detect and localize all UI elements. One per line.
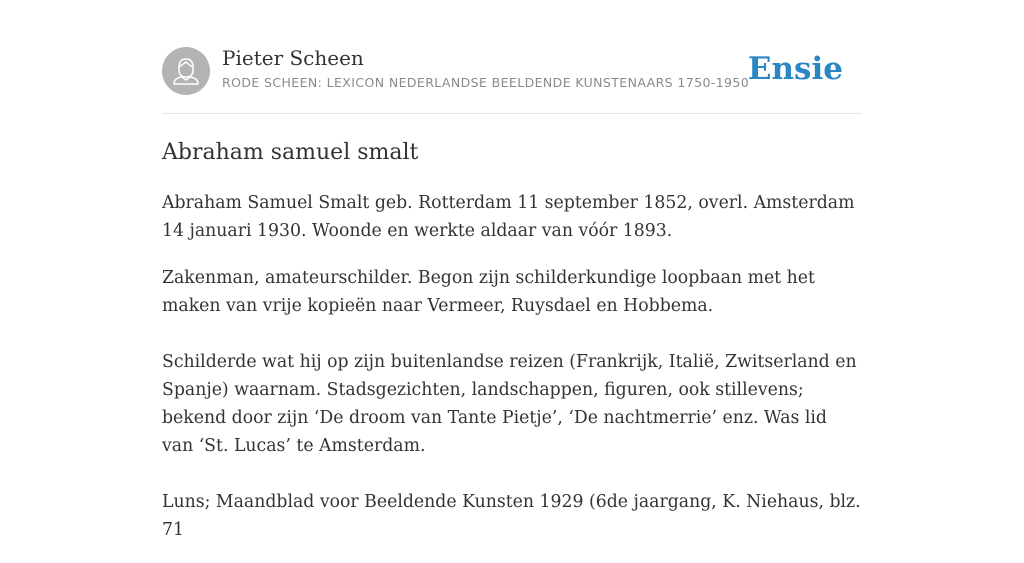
article-paragraph: Zakenman, amateurschilder. Begon zijn schilderkundige loopbaan met het maken van vrije kopieën naar Vermeer, Ruysdael en Hobbema. bbox=[162, 268, 815, 316]
ensie-logo[interactable]: Ensie bbox=[747, 51, 843, 87]
article-page bbox=[162, 0, 862, 540]
article-paragraph: Luns; Maandblad voor Beeldende Kunsten 1929 (6de jaargang, K. Niehaus, blz. 71 bbox=[162, 492, 861, 540]
source-title[interactable]: RODE SCHEEN: LEXICON NEDERLANDSE BEELDENDE KUNSTENAARS 1750-1950 bbox=[222, 75, 750, 90]
article-header bbox=[162, 0, 862, 114]
article-body bbox=[162, 189, 862, 563]
paragraph-spacer bbox=[162, 460, 862, 488]
article-title: Abraham samuel smalt bbox=[162, 140, 419, 165]
article-paragraph: Schilderde wat hij op zijn buitenlandse reizen (Frankrijk, Italië, Zwitserland en Spanje) waarnam. Stadsgezichten, landschappen, figuren, ook stillevens; bekend door zijn ‘De droom van Tante Pietje’, ‘De nachtmerrie’ enz. Was lid van ‘St. Lucas’ te Amsterdam. bbox=[162, 352, 857, 456]
user-avatar-icon[interactable] bbox=[162, 47, 210, 95]
author-name[interactable]: Pieter Scheen bbox=[222, 46, 364, 70]
paragraph-spacer bbox=[162, 320, 862, 348]
article-paragraph: Abraham Samuel Smalt geb. Rotterdam 11 september 1852, overl. Amsterdam 14 januari 1930. Woonde en werkte aldaar van vóór 1893. bbox=[162, 193, 855, 241]
